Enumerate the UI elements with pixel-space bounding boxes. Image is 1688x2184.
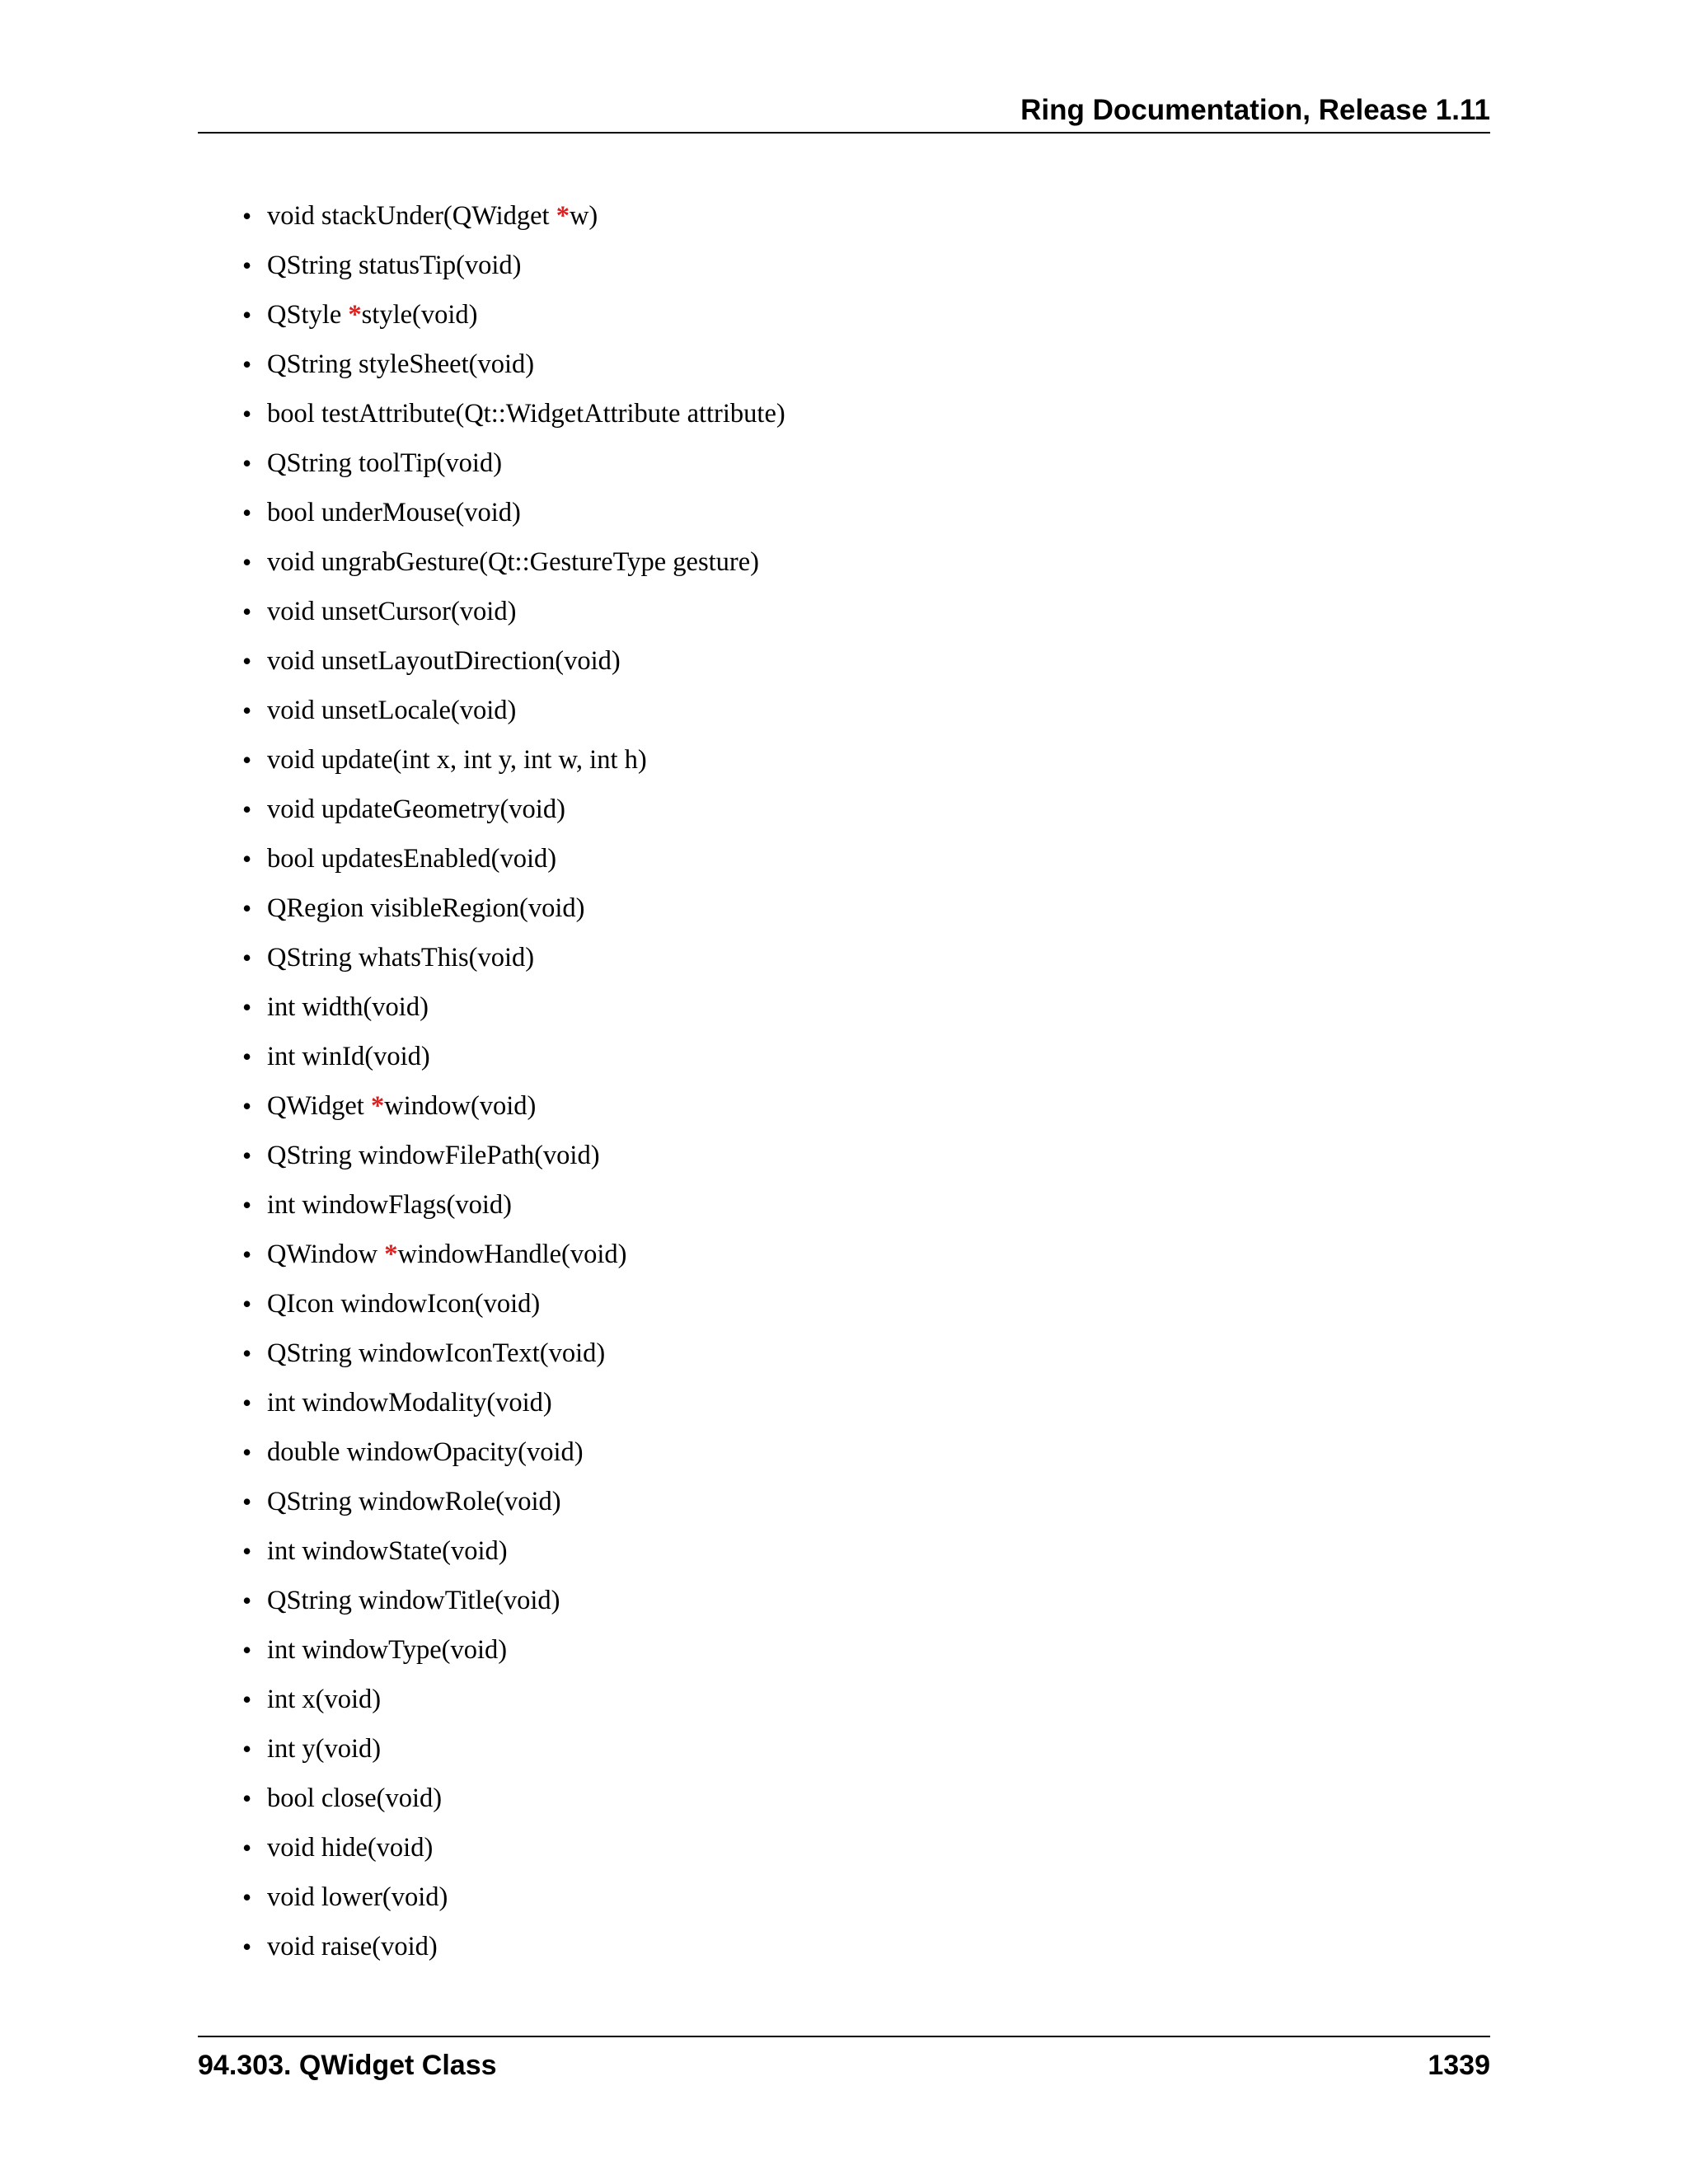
bullet-icon: •: [242, 300, 252, 330]
method-list-item: [242, 839, 785, 888]
method-signature-text: w): [569, 201, 598, 231]
bullet-icon: •: [242, 1042, 252, 1071]
method-signature-text: void updateGeometry(void): [267, 794, 565, 824]
method-list-item: [242, 740, 785, 790]
method-list-item: [242, 790, 785, 839]
method-list-item: [242, 1828, 785, 1877]
method-signature-text: QString styleSheet(void): [267, 349, 535, 379]
method-list-item: [242, 246, 785, 295]
method-list-item: [242, 443, 785, 493]
method-list-item: [242, 1482, 785, 1531]
bullet-icon: •: [242, 1141, 252, 1170]
method-list-item: [242, 1779, 785, 1828]
pointer-asterisk: *: [348, 300, 362, 330]
method-list-item: [242, 1284, 785, 1333]
method-list-item: [242, 1927, 785, 1976]
bullet-icon: •: [242, 696, 252, 725]
method-signature-text: int y(void): [267, 1734, 382, 1764]
method-signature-text: QString windowTitle(void): [267, 1586, 560, 1615]
bullet-icon: •: [242, 794, 252, 824]
method-signature-text: void update(int x, int y, int w, int h): [267, 745, 647, 775]
page-number: 1339: [1428, 2050, 1490, 2081]
method-signature-text: QString windowRole(void): [267, 1487, 561, 1516]
pointer-asterisk: *: [384, 1240, 398, 1269]
method-list: [242, 196, 785, 1976]
method-list-item: [242, 344, 785, 394]
method-signature-text: windowHandle(void): [397, 1240, 627, 1269]
bullet-icon: •: [242, 349, 252, 379]
method-list-item: [242, 1432, 785, 1482]
method-signature-text: int windowState(void): [267, 1536, 508, 1566]
bullet-icon: •: [242, 1932, 252, 1961]
method-list-item: [242, 1680, 785, 1729]
method-list-item: [242, 1235, 785, 1284]
method-signature-text: void unsetLayoutDirection(void): [267, 646, 621, 676]
bullet-icon: •: [242, 943, 252, 972]
method-list-item: [242, 1383, 785, 1432]
method-signature-text: int width(void): [267, 992, 429, 1022]
method-list-item: [242, 394, 785, 443]
method-signature-text: int winId(void): [267, 1042, 430, 1071]
method-signature-text: void hide(void): [267, 1833, 434, 1863]
method-signature-text: void lower(void): [267, 1882, 448, 1912]
method-list-item: [242, 592, 785, 641]
method-signature-text: void unsetCursor(void): [267, 597, 517, 626]
bullet-icon: •: [242, 498, 252, 527]
bullet-icon: •: [242, 646, 252, 676]
method-signature-text: double windowOpacity(void): [267, 1437, 584, 1467]
pointer-asterisk: *: [370, 1091, 385, 1121]
header-title: Ring Documentation, Release 1.11: [1020, 94, 1490, 126]
bullet-icon: •: [242, 1635, 252, 1665]
bullet-icon: •: [242, 1091, 252, 1121]
bullet-icon: •: [242, 745, 252, 775]
bullet-icon: •: [242, 251, 252, 280]
method-list-item: [242, 987, 785, 1037]
method-list-item: [242, 691, 785, 740]
method-signature-text: int x(void): [267, 1685, 382, 1714]
method-signature-text: QString windowFilePath(void): [267, 1141, 600, 1170]
bullet-icon: •: [242, 1586, 252, 1615]
bullet-icon: •: [242, 448, 252, 478]
bullet-icon: •: [242, 1685, 252, 1714]
bullet-icon: •: [242, 1289, 252, 1319]
page-header: [198, 91, 1490, 134]
bullet-icon: •: [242, 1783, 252, 1813]
method-list-item: [242, 888, 785, 938]
method-signature-text: QIcon windowIcon(void): [267, 1289, 541, 1319]
bullet-icon: •: [242, 1240, 252, 1269]
method-list-item: [242, 1531, 785, 1581]
bullet-icon: •: [242, 1882, 252, 1912]
bullet-icon: •: [242, 547, 252, 577]
method-list-item: [242, 1086, 785, 1136]
method-signature-text: bool updatesEnabled(void): [267, 844, 557, 874]
bullet-icon: •: [242, 1487, 252, 1516]
method-signature-text: void ungrabGesture(Qt::GestureType gesture): [267, 547, 759, 577]
bullet-icon: •: [242, 1833, 252, 1863]
bullet-icon: •: [242, 992, 252, 1022]
bullet-icon: •: [242, 1437, 252, 1467]
pointer-asterisk: *: [556, 201, 570, 231]
bullet-icon: •: [242, 1338, 252, 1368]
method-signature-text: void stackUnder(QWidget: [267, 201, 556, 231]
method-signature-text: bool testAttribute(Qt::WidgetAttribute attribute): [267, 399, 785, 429]
method-list-item: [242, 1333, 785, 1383]
method-signature-text: int windowType(void): [267, 1635, 508, 1665]
method-list-item: [242, 1136, 785, 1185]
method-signature-text: QString windowIconText(void): [267, 1338, 606, 1368]
method-list-item: [242, 641, 785, 691]
footer-section-title: 94.303. QWidget Class: [198, 2050, 497, 2081]
page-footer: [198, 2036, 1490, 2095]
method-list-item: [242, 1185, 785, 1235]
method-list-item: [242, 1037, 785, 1086]
method-list-item: [242, 542, 785, 592]
method-list-item: [242, 1877, 785, 1927]
method-signature-text: QWindow: [267, 1240, 385, 1269]
method-list-item: [242, 196, 785, 246]
method-signature-text: QRegion visibleRegion(void): [267, 893, 585, 923]
method-signature-text: QString statusTip(void): [267, 251, 522, 280]
method-signature-text: window(void): [384, 1091, 537, 1121]
method-signature-text: void unsetLocale(void): [267, 696, 517, 725]
bullet-icon: •: [242, 399, 252, 429]
method-signature-text: int windowModality(void): [267, 1388, 552, 1418]
method-signature-text: bool close(void): [267, 1783, 443, 1813]
method-signature-text: void raise(void): [267, 1932, 438, 1961]
bullet-icon: •: [242, 1388, 252, 1418]
method-list-item: [242, 938, 785, 987]
bullet-icon: •: [242, 1734, 252, 1764]
bullet-icon: •: [242, 1190, 252, 1220]
method-signature-text: QString toolTip(void): [267, 448, 503, 478]
method-signature-text: bool underMouse(void): [267, 498, 521, 527]
method-list-item: [242, 1630, 785, 1680]
bullet-icon: •: [242, 1536, 252, 1566]
method-signature-text: int windowFlags(void): [267, 1190, 513, 1220]
method-signature-text: style(void): [361, 300, 478, 330]
method-signature-text: QWidget: [267, 1091, 371, 1121]
bullet-icon: •: [242, 201, 252, 231]
method-list-item: [242, 493, 785, 542]
method-signature-text: QString whatsThis(void): [267, 943, 535, 972]
bullet-icon: •: [242, 844, 252, 874]
method-list-item: [242, 1729, 785, 1779]
bullet-icon: •: [242, 597, 252, 626]
method-list-item: [242, 295, 785, 344]
method-list-item: [242, 1581, 785, 1630]
method-signature-text: QStyle: [267, 300, 349, 330]
bullet-icon: •: [242, 893, 252, 923]
